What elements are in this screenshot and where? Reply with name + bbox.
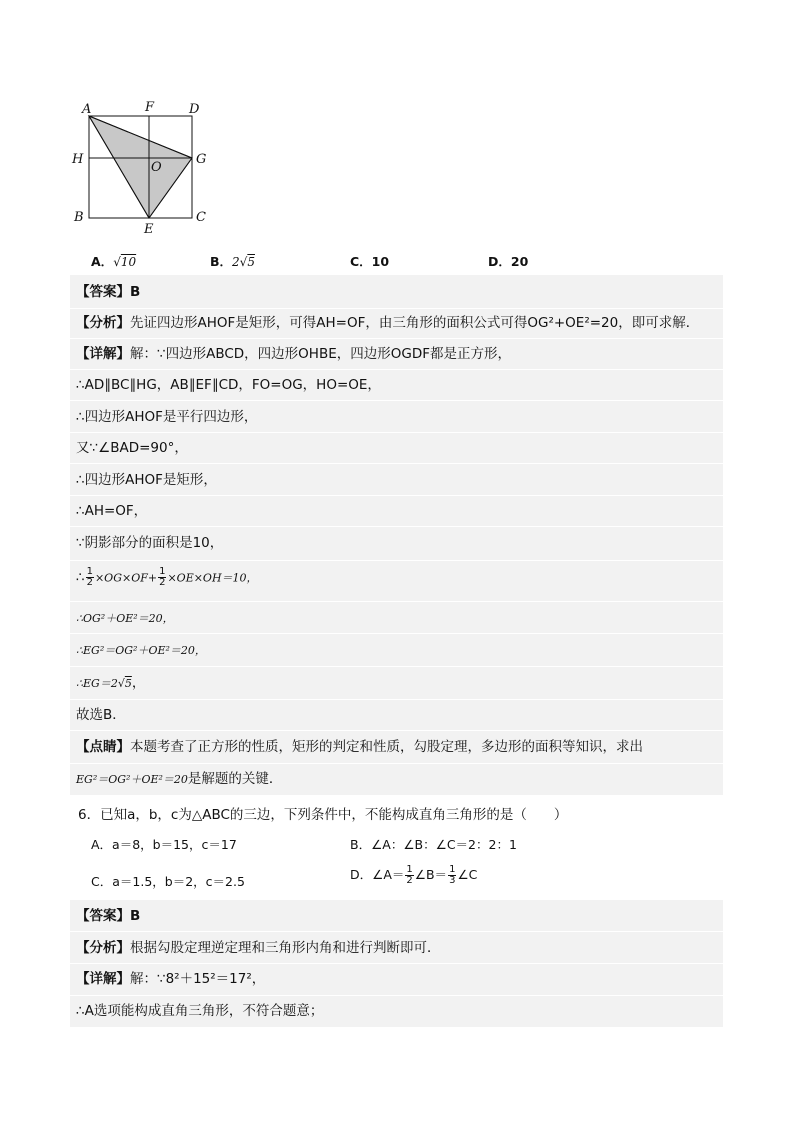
q5-comment-2: EG²＝OG²＋OE²＝20是解题的关键． <box>76 771 283 787</box>
option-b-prefix: B． <box>210 254 233 269</box>
label-a: A <box>82 102 92 117</box>
q5-detail-11: ∴EG＝2√5， <box>76 675 146 691</box>
q6-option-b: B．∠A：∠B：∠C＝2：2：1 <box>350 837 517 852</box>
q5-detail-9: ∴OG²＋OE²＝20， <box>76 612 174 625</box>
q6-answer: 【答案】B <box>76 908 141 924</box>
option-b-coef: 2 <box>232 255 240 269</box>
q5-solution-panel <box>70 275 723 795</box>
q5-option-b: B．2√5 <box>210 254 255 269</box>
q6-solution-panel <box>70 900 723 1027</box>
q6-option-d: D．∠A＝ $\frac{1}{2}$ ∠B＝ $\frac{1}{3}$ ∠C <box>350 864 478 886</box>
q5-detail-6: ∴AH=OF， <box>76 503 148 519</box>
q5-option-a: A．√10 <box>91 254 137 269</box>
q6-detail-1: 【详解】解：∵8²＋15²＝17²， <box>76 971 266 987</box>
square-diagram <box>64 96 224 236</box>
geometry-figure <box>64 96 224 236</box>
option-b-value: 5 <box>247 255 255 269</box>
q6-stem: 6．已知a，b，c为△ABC的三边，下列条件中，不能构成直角三角形的是（ ） <box>78 807 568 823</box>
label-e: E <box>144 222 154 236</box>
q5-detail-7: ∵阴影部分的面积是10， <box>76 535 224 551</box>
label-b: B <box>74 210 84 225</box>
q5-detail-4: 又∵∠BAD=90°， <box>76 440 188 456</box>
option-a-prefix: A． <box>91 254 114 269</box>
q5-comment: 【点睛】本题考查了正方形的性质，矩形的判定和性质，勾股定理，多边形的面积等知识，求出 <box>76 739 643 755</box>
q6-detail-2: ∴A选项能构成直角三角形，不符合题意； <box>76 1003 324 1019</box>
q6-analysis: 【分析】根据勾股定理逆定理和三角形内角和进行判断即可． <box>76 940 441 956</box>
q5-detail-8: ∴ $\frac{1}{2}$ ×OG×OF+ $\frac{1}{2}$ ×OE×OH＝10， <box>76 566 258 588</box>
q5-detail-3: ∴四边形AHOF是平行四边形， <box>76 409 258 425</box>
option-a-value: 10 <box>120 255 137 269</box>
label-f: F <box>145 100 155 115</box>
label-h: H <box>72 152 84 167</box>
label-g: G <box>196 152 207 167</box>
q5-option-c: C．10 <box>350 254 390 269</box>
q5-detail-10: ∴EG²＝OG²＋OE²＝20， <box>76 644 206 657</box>
q5-detail-1: 【详解】解：∵四边形ABCD，四边形OHBE，四边形OGDF都是正方形， <box>76 346 511 362</box>
q5-analysis: 【分析】先证四边形AHOF是矩形，可得AH=OF，由三角形的面积公式可得OG²+OE²=20，即可求解． <box>76 315 700 331</box>
q5-detail-2: ∴AD∥BC∥HG，AB∥EF∥CD，FO=OG，HO=OE， <box>76 377 381 393</box>
q6-option-a: A．a＝8，b＝15，c＝17 <box>91 837 237 852</box>
label-o: O <box>151 160 162 175</box>
q5-option-d: D．20 <box>488 254 529 269</box>
q5-detail-5: ∴四边形AHOF是矩形， <box>76 472 217 488</box>
q6-option-c: C．a＝1.5，b＝2，c＝2.5 <box>91 874 245 889</box>
q5-detail-12: 故选B． <box>76 707 126 723</box>
label-d: D <box>189 102 200 117</box>
label-c: C <box>196 210 206 225</box>
q5-answer: 【答案】B <box>76 284 141 300</box>
